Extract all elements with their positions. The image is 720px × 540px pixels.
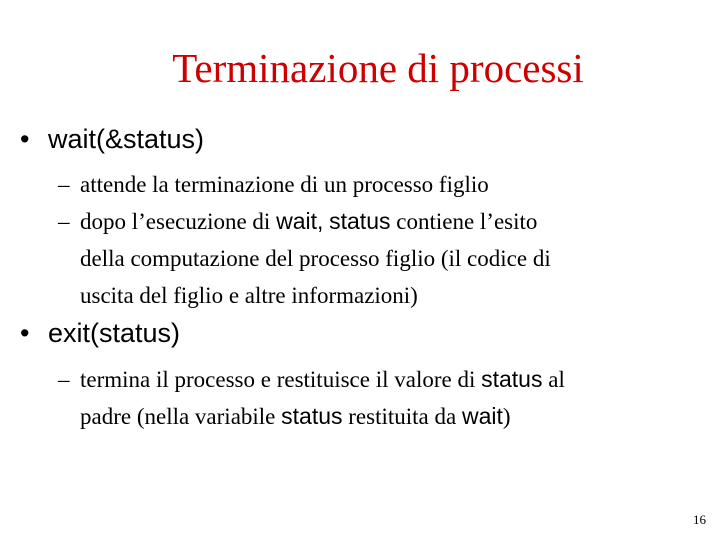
code-wait: wait — [461, 403, 503, 429]
subitem-wait-2 — [58, 203, 551, 314]
subitem-line — [58, 361, 565, 398]
subitem-text: padre (nella variabile — [80, 404, 282, 429]
code-status: status — [281, 403, 343, 429]
subitem-text: attende la terminazione di un processo figlio — [80, 172, 489, 197]
subitem-text: contiene l’esito — [390, 209, 538, 234]
subitem-wait-1 — [58, 166, 489, 203]
page-number: 16 — [693, 512, 706, 527]
dash-marker: – — [58, 367, 70, 392]
bullet-wait — [20, 124, 204, 155]
subitem-exit-1 — [58, 361, 565, 435]
bullet-marker: • — [20, 124, 30, 154]
subitem-text: dopo l’esecuzione di — [80, 209, 277, 234]
subitem-continuation: uscita del figlio e altre informazioni) — [80, 283, 418, 308]
code-status: status — [329, 208, 391, 234]
bullet-marker: • — [20, 318, 30, 348]
bullet-exit — [20, 318, 180, 349]
slide-title: Terminazione di processi — [172, 45, 584, 91]
bullet-text: exit(status) — [48, 318, 181, 348]
dash-marker: – — [58, 209, 70, 234]
subitem-text: ) — [502, 404, 511, 429]
subitem-text: al — [542, 367, 565, 392]
subitem-continuation — [58, 398, 565, 435]
dash-marker: – — [58, 172, 70, 197]
bullet-text: wait(&status) — [48, 124, 205, 154]
subitem-text: restituita da — [342, 404, 462, 429]
subitem-continuation: della computazione del processo figlio (il codice di — [80, 246, 551, 271]
subitem-line — [58, 203, 551, 240]
subitem-text: termina il processo e restituisce il valore di — [80, 367, 482, 392]
code-wait: wait, — [276, 208, 324, 234]
code-status: status — [481, 366, 543, 392]
